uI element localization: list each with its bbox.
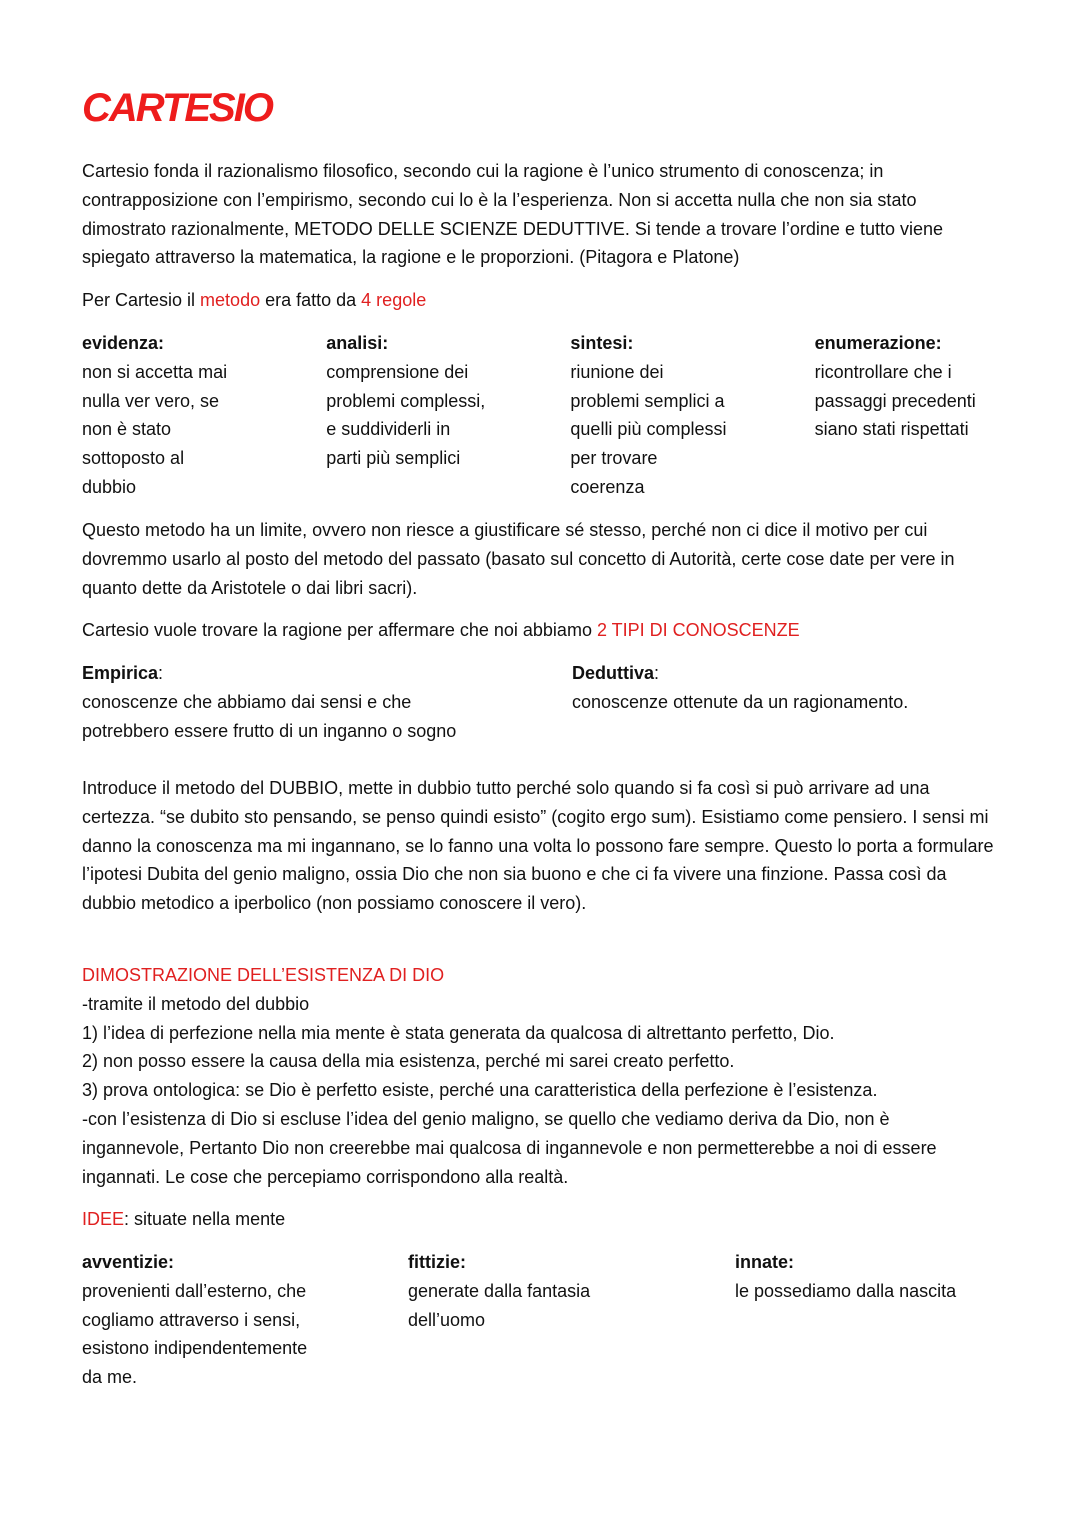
rules-columns: [82, 329, 994, 502]
idea-text: le possediamo dalla nascita: [735, 1280, 957, 1301]
ideas-columns: [82, 1248, 994, 1392]
god-line: -tramite il metodo del dubbio: [82, 993, 310, 1014]
god-line: 2) non posso essere la causa della mia esistenza, perché mi sarei creato perfetto.: [82, 1051, 735, 1072]
god-section: [82, 961, 994, 1191]
method-line-prefix: Per Cartesio il: [82, 290, 201, 310]
knowledge-line-prefix: Cartesio vuole trovare la ragione per affermare che noi abbiamo: [82, 620, 597, 640]
intro-paragraph: Cartesio fonda il razionalismo filosofico, secondo cui la ragione è l’unico strumento di conoscenza; in contrapposizione con l’empirismo, secondo cui lo è la l’esperienza. Non si accetta nulla che non sia stato dimostrato razionalmente, METODO DELLE SCIENZE DEDUTTIVE. Si tende a trovare l’ordine e tutto viene spiegato attraverso la matematica, la ragione e le proporzioni. (Pitagora e Platone): [82, 161, 944, 268]
rule-sintesi: [570, 329, 814, 502]
idea-heading: avventizie:: [82, 1252, 175, 1272]
doubt-paragraph: Introduce il metodo del DUBBIO, mette in dubbio tutto perché solo quando si fa così si può arrivare ad una certezza. “se dubito sto pensando, se penso quindi esisto” (cogito ergo sum). Esistiamo come pensiero. I sensi mi danno la conoscenza ma mi ingannano, se lo fanno una volta lo possono fare sempre. Questo lo porta a formulare l’ipotesi Dubita del genio maligno, ossia Dio che non sia buono e che ci fa vivere una finzione. Passa così da dubbio metodico a iperbolico (non possiamo conoscere il vero).: [82, 778, 994, 914]
idea-fittizie: [408, 1248, 735, 1392]
rule-heading: enumerazione:: [814, 333, 942, 353]
idea-text: generate dalla fantasia dell’uomo: [408, 1280, 591, 1330]
ideas-line: [82, 1205, 994, 1234]
knowledge-heading: Deduttiva:: [572, 663, 660, 683]
rule-text: comprensione dei problemi complessi, e suddividerli in parti più semplici: [326, 361, 486, 469]
rule-text: riunione dei problemi semplici a quelli più complessi per trovare coerenza: [570, 361, 727, 497]
method-highlight: metodo: [200, 290, 261, 310]
rule-analisi: [326, 329, 570, 502]
page-title: CARTESIO: [82, 86, 272, 130]
ideas-highlight: IDEE: [82, 1209, 125, 1229]
god-line: -con l’esistenza di Dio si escluse l’idea del genio maligno, se quello che vediamo deriva da Dio, non è ingannevole, Pertanto Dio non creerebbe mai qualcosa di ingannevole e non permetterebbe a noi di essere ingannati. Le cose che percepiamo corrispondono alla realtà.: [82, 1108, 937, 1187]
knowledge-heading-text: Deduttiva: [572, 663, 655, 683]
knowledge-deduttiva: [572, 659, 992, 745]
god-heading: DIMOSTRAZIONE DELL’ESISTENZA DI DIO: [82, 965, 445, 985]
rules-count-highlight: 4 regole: [361, 290, 427, 310]
method-line-middle: era fatto da: [260, 290, 362, 310]
knowledge-heading-text: Empirica: [82, 663, 159, 683]
rule-text: non si accetta mai nulla ver vero, se non è stato sottoposto al dubbio: [82, 361, 228, 497]
knowledge-heading: Empirica:: [82, 663, 164, 683]
idea-text: provenienti dall’esterno, che cogliamo attraverso i sensi, esistono indipendentemente da me.: [82, 1280, 308, 1388]
knowledge-empirica: [82, 659, 572, 745]
rule-heading: evidenza:: [82, 333, 165, 353]
limit-paragraph: Questo metodo ha un limite, ovvero non riesce a giustificare sé stesso, perché non ci dice il motivo per cui dovremmo usarlo al posto del metodo del passato (basato sul concetto di Autorità, certe cose date per vere in quanto dette da Aristotele o dai libri sacri).: [82, 520, 955, 598]
ideas-line-suffix: : situate nella mente: [124, 1209, 286, 1229]
rule-heading: sintesi:: [570, 333, 634, 353]
knowledge-text: conoscenze che abbiamo dai sensi e che potrebbero essere frutto di un inganno o sogno: [82, 691, 457, 741]
knowledge-text: conoscenze ottenute da un ragionamento.: [572, 691, 909, 712]
knowledge-types-highlight: 2 TIPI DI CONOSCENZE: [596, 620, 800, 640]
rule-enumerazione: [815, 329, 994, 502]
idea-heading: fittizie:: [408, 1252, 466, 1272]
rule-text: ricontrollare che i passaggi precedenti siano stati rispettati: [814, 361, 976, 440]
knowledge-columns: [82, 659, 994, 745]
idea-heading: innate:: [735, 1252, 795, 1272]
rule-heading: analisi:: [326, 333, 389, 353]
method-line: [82, 286, 994, 315]
idea-innate: [735, 1248, 994, 1392]
knowledge-line: [82, 616, 994, 645]
god-line: 1) l’idea di perfezione nella mia mente è stata generata da qualcosa di altrettanto perfetto, Dio.: [82, 1022, 835, 1043]
god-line: 3) prova ontologica: se Dio è perfetto esiste, perché una caratteristica della perfezione è l’esistenza.: [82, 1080, 878, 1101]
idea-avventizie: [82, 1248, 408, 1392]
rule-evidenza: [82, 329, 326, 502]
